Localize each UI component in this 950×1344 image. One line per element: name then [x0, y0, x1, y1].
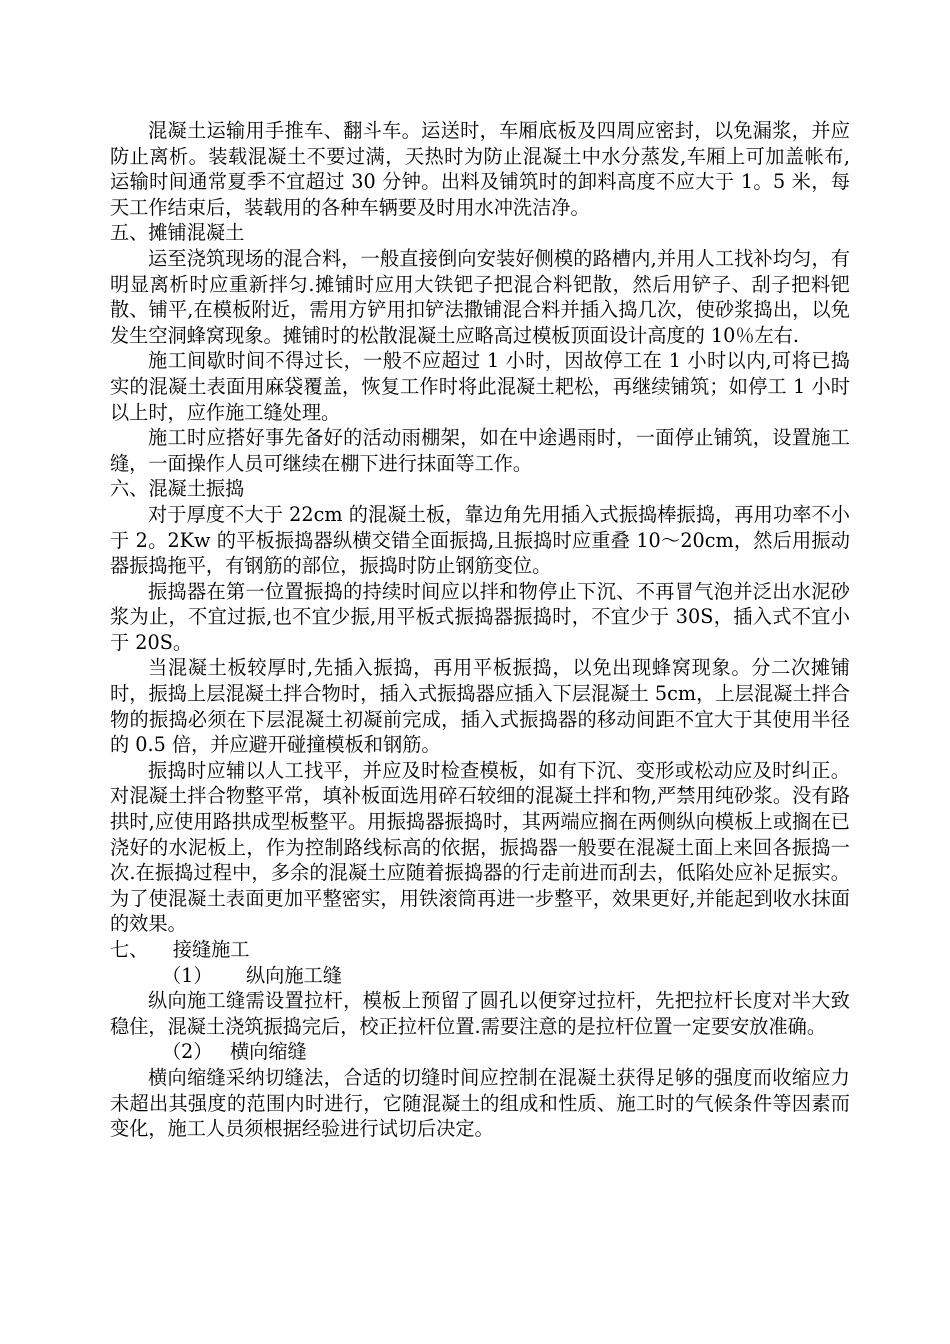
section-heading-6: 六、混凝土振捣	[110, 477, 245, 501]
paragraph-6-1: 对于厚度不大于 22cm 的混凝土板，靠边角先用插入式振捣棒振捣，再用功率不小于 2。2Kw 的平板振捣器纵横交错全面振捣,且振捣时应重叠 10～20cm，然后用振动器振捣拖平，有钢筋的部位，振捣时防止钢筋变位。	[110, 502, 850, 578]
subheading-2-number: （2）	[162, 1040, 213, 1064]
subheading-1	[110, 963, 850, 989]
subheading-2-title: 横向缩缝	[230, 1040, 307, 1064]
subheading-1-title: 纵向施工缝	[246, 963, 342, 987]
paragraph-7-2: 横向缩缝采纳切缝法，合适的切缝时间应控制在混凝土获得足够的强度而收缩应力未超出其强度的范围内时进行，它随混凝土的组成和性质、施工时的气候条件等因素而变化，施工人员须根据经验进行试切后决定。	[110, 1065, 850, 1141]
paragraph-6-3: 当混凝土板较厚时,先插入振捣，再用平板振捣，以免出现蜂窝现象。分二次摊铺时，振捣上层混凝土拌合物时，插入式振捣器应插入下层混凝土 5cm，上层混凝土拌合物的振捣必须在下层混凝土初凝前完成，插入式振捣器的移动间距不宜大于其使用半径的 0.5 倍，并应避开碰撞模板和钢筋。	[110, 656, 850, 757]
paragraph-5-1: 运至浇筑现场的混合料，一般直接倒向安装好侧模的路槽内,并用人工找补均匀，有明显离析时应重新拌匀.摊铺时应用大铁钯子把混合料钯散，然后用铲子、刮子把料钯散、铺平,在模板附近，需用方铲用扣铲法撒铺混合料并插入捣几次，使砂浆捣出，以免发生空洞蜂窝现象。摊铺时的松散混凝土应略高过模板顶面设计高度的 10％左右.	[110, 246, 850, 347]
paragraph-6-4: 振捣时应辅以人工找平，并应及时检查模板，如有下沉、变形或松动应及时纠正。对混凝土拌合物整平常，填补板面选用碎石较细的混凝土拌和物,严禁用纯砂浆。没有路拱时,应使用路拱成型板整平。用振捣器振捣时，其两端应搁在两侧纵向模板上或搁在已浇好的水泥板上，作为控制路线标高的依据，振捣器一般要在混凝土面上来回各振捣一次.在振捣过程中，多余的混凝土应随着振捣器的行走前进而刮去，低陷处应补足振实。为了使混凝土表面更加平整密实，用铁滚筒再进一步整平，效果更好,并能起到收水抹面的效果。	[110, 758, 850, 936]
paragraph-7-1: 纵向施工缝需设置拉杆，模板上预留了圆孔以便穿过拉杆，先把拉杆长度对半大致稳住，混凝土浇筑振捣完后，校正拉杆位置.需要注意的是拉杆位置一定要安放准确。	[110, 989, 850, 1038]
section-heading-7: 七、 接缝施工	[110, 938, 250, 961]
paragraph-6-2: 振捣器在第一位置振捣的持续时间应以拌和物停止下沉、不再冒气泡并泛出水泥砂浆为止，不宜过振,也不宜少振,用平板式振捣器振捣时，不宜少于 30S，插入式不宜小于 20S。	[110, 579, 850, 654]
section-heading-5: 五、摊铺混凝土	[110, 221, 245, 245]
paragraph-5-2: 施工间歇时间不得过长，一般不应超过 1 小时，因故停工在 1 小时以内,可将已捣实的混凝土表面用麻袋覆盖，恢复工作时将此混凝土耙松，再继续铺筑；如停工 1 小时以上时，应作施工缝处理。	[110, 349, 850, 424]
subheading-1-number: （1）	[162, 963, 213, 987]
subheading-2	[110, 1039, 850, 1065]
document-page	[110, 118, 850, 1142]
paragraph-5-3: 施工时应搭好事先备好的活动雨棚架，如在中途遇雨时，一面停止铺筑，设置施工缝，一面操作人员可继续在棚下进行抹面等工作。	[110, 426, 850, 475]
paragraph-transport: 混凝土运输用手推车、翻斗车。运送时，车厢底板及四周应密封，以免漏浆，并应防止离析。装载混凝土不要过满，天热时为防止混凝土中水分蒸发,车厢上可加盖帐布,运输时间通常夏季不宜超过 30 分钟。出料及铺筑时的卸料高度不应大于 1。5 米，每天工作结束后，装载用的各种车辆要及时用水冲洗洁净。	[110, 119, 850, 219]
